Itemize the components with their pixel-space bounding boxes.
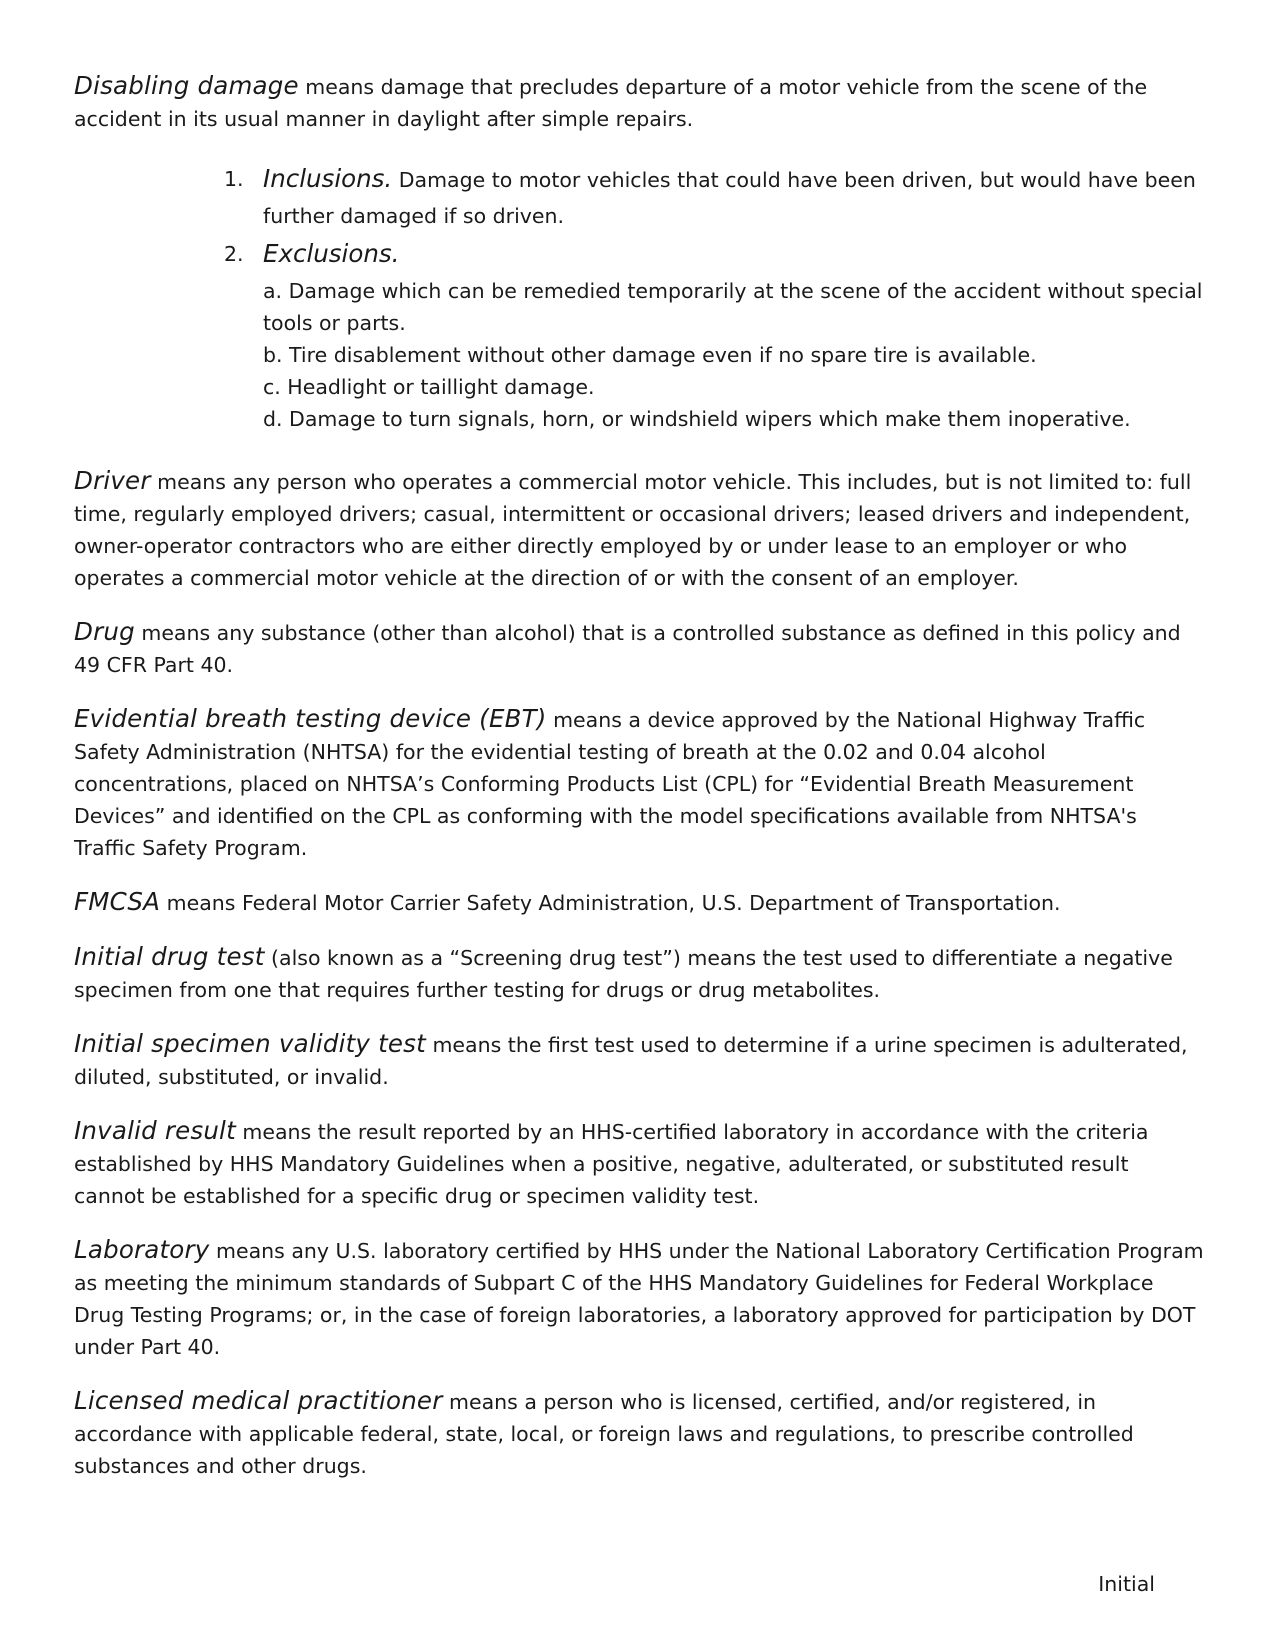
document-page: [74, 70, 1204, 1482]
exclusion-item: a. Damage which can be remedied temporarily at the scene of the accident without special tools or parts.: [263, 279, 1203, 335]
definition-text: means the first test used to determine if a urine specimen is adulterated, diluted, substituted, or invalid.: [74, 1033, 1188, 1089]
definition-text: means a device approved by the National Highway Traffic Safety Administration (NHTSA) for the evidential testing of breath at the 0.02 and 0.04 alcohol concentrations, placed on NHTSA’s Conforming Products List (CPL) for “Evidential Breath Measurement Devices” and identified on the CPL as conforming with the model specifications available from NHTSA's Traffic Safety Program.: [74, 708, 1146, 860]
disabling-damage-sublist: [74, 161, 1204, 435]
definition-laboratory: [74, 1234, 1204, 1363]
inclusions-term: Inclusions.: [263, 164, 393, 193]
definition-ebt: [74, 703, 1204, 864]
exclusion-item: b. Tire disablement without other damage even if no spare tire is available.: [263, 343, 1037, 367]
definition-text: means the result reported by an HHS-certified laboratory in accordance with the criteria established by HHS Mandatory Guidelines when a positive, negative, adulterated, or substituted result cannot be established for a specific drug or specimen validity test.: [74, 1120, 1149, 1208]
definition-invalid-result: [74, 1115, 1204, 1212]
list-number: 1.: [224, 167, 244, 191]
exclusion-item: d. Damage to turn signals, horn, or windshield wipers which make them inoperative.: [263, 407, 1131, 431]
definition-text: (also known as a “Screening drug test”) means the test used to differentiate a negative specimen from one that requires further testing for drugs or drug metabolites.: [74, 946, 1173, 1002]
inclusions-item: [74, 161, 1204, 234]
definition-term: Initial specimen validity test: [74, 1029, 426, 1058]
definition-term: Evidential breath testing device (EBT): [74, 704, 547, 733]
exclusions-list: [74, 275, 1204, 435]
exclusion-item: c. Headlight or taillight damage.: [263, 375, 595, 399]
definition-term: Invalid result: [74, 1116, 236, 1145]
definition-licensed-medical-practitioner: [74, 1385, 1204, 1482]
definition-drug: [74, 616, 1204, 681]
definition-initial-specimen-validity-test: [74, 1028, 1204, 1093]
definition-initial-drug-test: [74, 941, 1204, 1006]
definition-text: means any substance (other than alcohol) that is a controlled substance as defined in this policy and 49 CFR Part 40.: [74, 621, 1181, 677]
definition-term: Disabling damage: [74, 71, 299, 100]
definition-text: means damage that precludes departure of a motor vehicle from the scene of the accident in its usual manner in daylight after simple repairs.: [74, 75, 1148, 131]
definition-text: means Federal Motor Carrier Safety Administration, U.S. Department of Transportation.: [160, 891, 1061, 915]
definition-driver: [74, 465, 1204, 594]
exclusions-item: [74, 236, 1204, 273]
definition-text: means any person who operates a commercial motor vehicle. This includes, but is not limited to: full time, regularly employed drivers; casual, intermittent or occasional drivers; leased drivers and independent, owner-operator contractors who are either directly employed by or under lease to an employer or who operates a commercial motor vehicle at the direction of or with the consent of an employer.: [74, 470, 1192, 590]
definition-text: means a person who is licensed, certified, and/or registered, in accordance with applicable federal, state, local, or foreign laws and regulations, to prescribe controlled substances and other drugs.: [74, 1390, 1134, 1478]
definition-term: Drug: [74, 617, 135, 646]
definition-term: Laboratory: [74, 1235, 210, 1264]
definition-term: Driver: [74, 466, 151, 495]
inclusions-text: Damage to motor vehicles that could have been driven, but would have been further damaged if so driven.: [263, 168, 1196, 228]
definition-term: Licensed medical practitioner: [74, 1386, 443, 1415]
definition-term: FMCSA: [74, 887, 161, 916]
definition-text: means any U.S. laboratory certified by HHS under the National Laboratory Certification Program as meeting the minimum standards of Subpart C of the HHS Mandatory Guidelines for Federal Workplace Drug Testing Programs; or, in the case of foreign laboratories, a laboratory approved for participation by DOT under Part 40.: [74, 1239, 1204, 1359]
exclusions-term: Exclusions.: [263, 239, 400, 268]
definition-term: Initial drug test: [74, 942, 265, 971]
list-number: 2.: [224, 242, 244, 266]
initial-footer-label: Initial: [1098, 1572, 1155, 1596]
definition-fmcsa: [74, 886, 1204, 919]
definition-disabling-damage: [74, 70, 1204, 135]
